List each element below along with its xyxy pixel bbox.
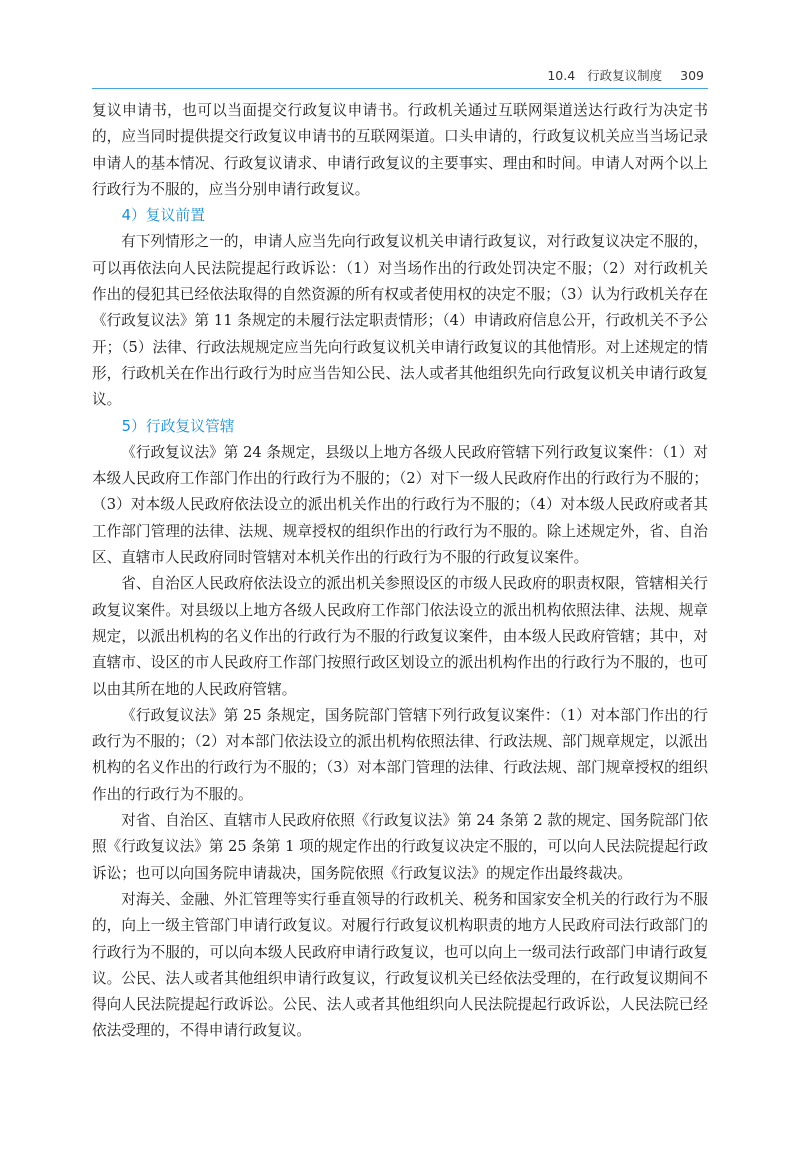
subheading-review-precondition: 4）复议前置 xyxy=(121,207,205,225)
page-number: 309 xyxy=(680,68,704,83)
running-header xyxy=(92,60,708,89)
paragraph: 《行政复议法》第 24 条规定，县级以上地方各级人民政府管辖下列行政复议案件：（1）对本级人民政府工作部门作出的行政行为不服的；（2）对下一级人民政府作出的行政行为不服的；（3）对本级人民政府依法设立的派出机关作出的行政行为不服的；（4）对本级人民政府或者其工作部门管理的法律、法规、规章授权的组织作出的行政行为不服的。除上述规定外，省、自治区、直辖市人民政府同时管辖对本机关作出的行政行为不服的行政复议案件。 xyxy=(92,443,708,567)
paragraph: 省、自治区人民政府依法设立的派出机关参照设区的市级人民政府的职责权限，管辖相关行政复议案件。对县级以上地方各级人民政府工作部门依法设立的派出机构依照法律、法规、规章规定，以派出机构的名义作出的行政行为不服的行政复议案件，由本级人民政府管辖；其中，对直辖市、设区的市人民政府工作部门按照行政区划设立的派出机构作出的行政行为不服的，也可以由其所在地的人民政府管辖。 xyxy=(92,575,708,698)
page-body xyxy=(92,98,708,1045)
section-title: 行政复议制度 xyxy=(587,68,663,83)
paragraph: 《行政复议法》第 25 条规定，国务院部门管辖下列行政复议案件：（1）对本部门作出的行政行为不服的；（2）对本部门依法设立的派出机构依照法律、行政法规、部门规章规定，以派出机构的名义作出的行政行为不服的；（3）对本部门管理的法律、行政法规、部门规章授权的组织作出的行政行为不服的。 xyxy=(92,706,708,803)
paragraph: 对海关、金融、外汇管理等实行垂直领导的行政机关、税务和国家安全机关的行政行为不服的，向上一级主管部门申请行政复议。对履行行政复议机构职责的地方人民政府司法行政部门的行政行为不服的，可以向本级人民政府申请行政复议，也可以向上一级司法行政部门申请行政复议。公民、法人或者其他组织申请行政复议，行政复议机关已经依法受理的，在行政复议期间不得向人民法院提起行政诉讼。公民、法人或者其他组织向人民法院提起行政诉讼，人民法院已经依法受理的，不得申请行政复议。 xyxy=(92,890,708,1040)
section-number: 10.4 xyxy=(547,68,576,83)
paragraph: 有下列情形之一的，申请人应当先向行政复议机关申请行政复议，对行政复议决定不服的，可以再依法向人民法院提起行政诉讼：（1）对当场作出的行政处罚决定不服；（2）对行政机关作出的侵犯其已经依法取得的自然资源的所有权或者使用权的决定不服；（3）认为行政机关存在《行政复议法》第 11 条规定的未履行法定职责情形；（4）申请政府信息公开，行政机关不予公开；（5）法律、行政法规规定应当先向行政复议机关申请行政复议的其他情形。对上述规定的情形，行政机关在作出行政行为时应当告知公民、法人或者其他组织先向行政复议机关申请行政复议。 xyxy=(92,233,708,409)
paragraph-continuation: 复议申请书，也可以当面提交行政复议申请书。行政机关通过互联网渠道送达行政行为决定书的，应当同时提供提交行政复议申请书的互联网渠道。口头申请的，行政复议机关应当当场记录申请人的基本情况、行政复议请求、申请行政复议的主要事实、理由和时间。申请人对两个以上行政行为不服的，应当分别申请行政复议。 xyxy=(92,102,708,198)
paragraph: 对省、自治区、直辖市人民政府依照《行政复议法》第 24 条第 2 款的规定、国务院部门依照《行政复议法》第 25 条第 1 项的规定作出的行政复议决定不服的，可以向人民法院提起行政诉讼；也可以向国务院申请裁决，国务院依照《行政复议法》的规定作出最终裁决。 xyxy=(92,812,708,882)
header-text xyxy=(539,66,704,84)
subheading-review-jurisdiction: 5）行政复议管辖 xyxy=(121,417,235,435)
